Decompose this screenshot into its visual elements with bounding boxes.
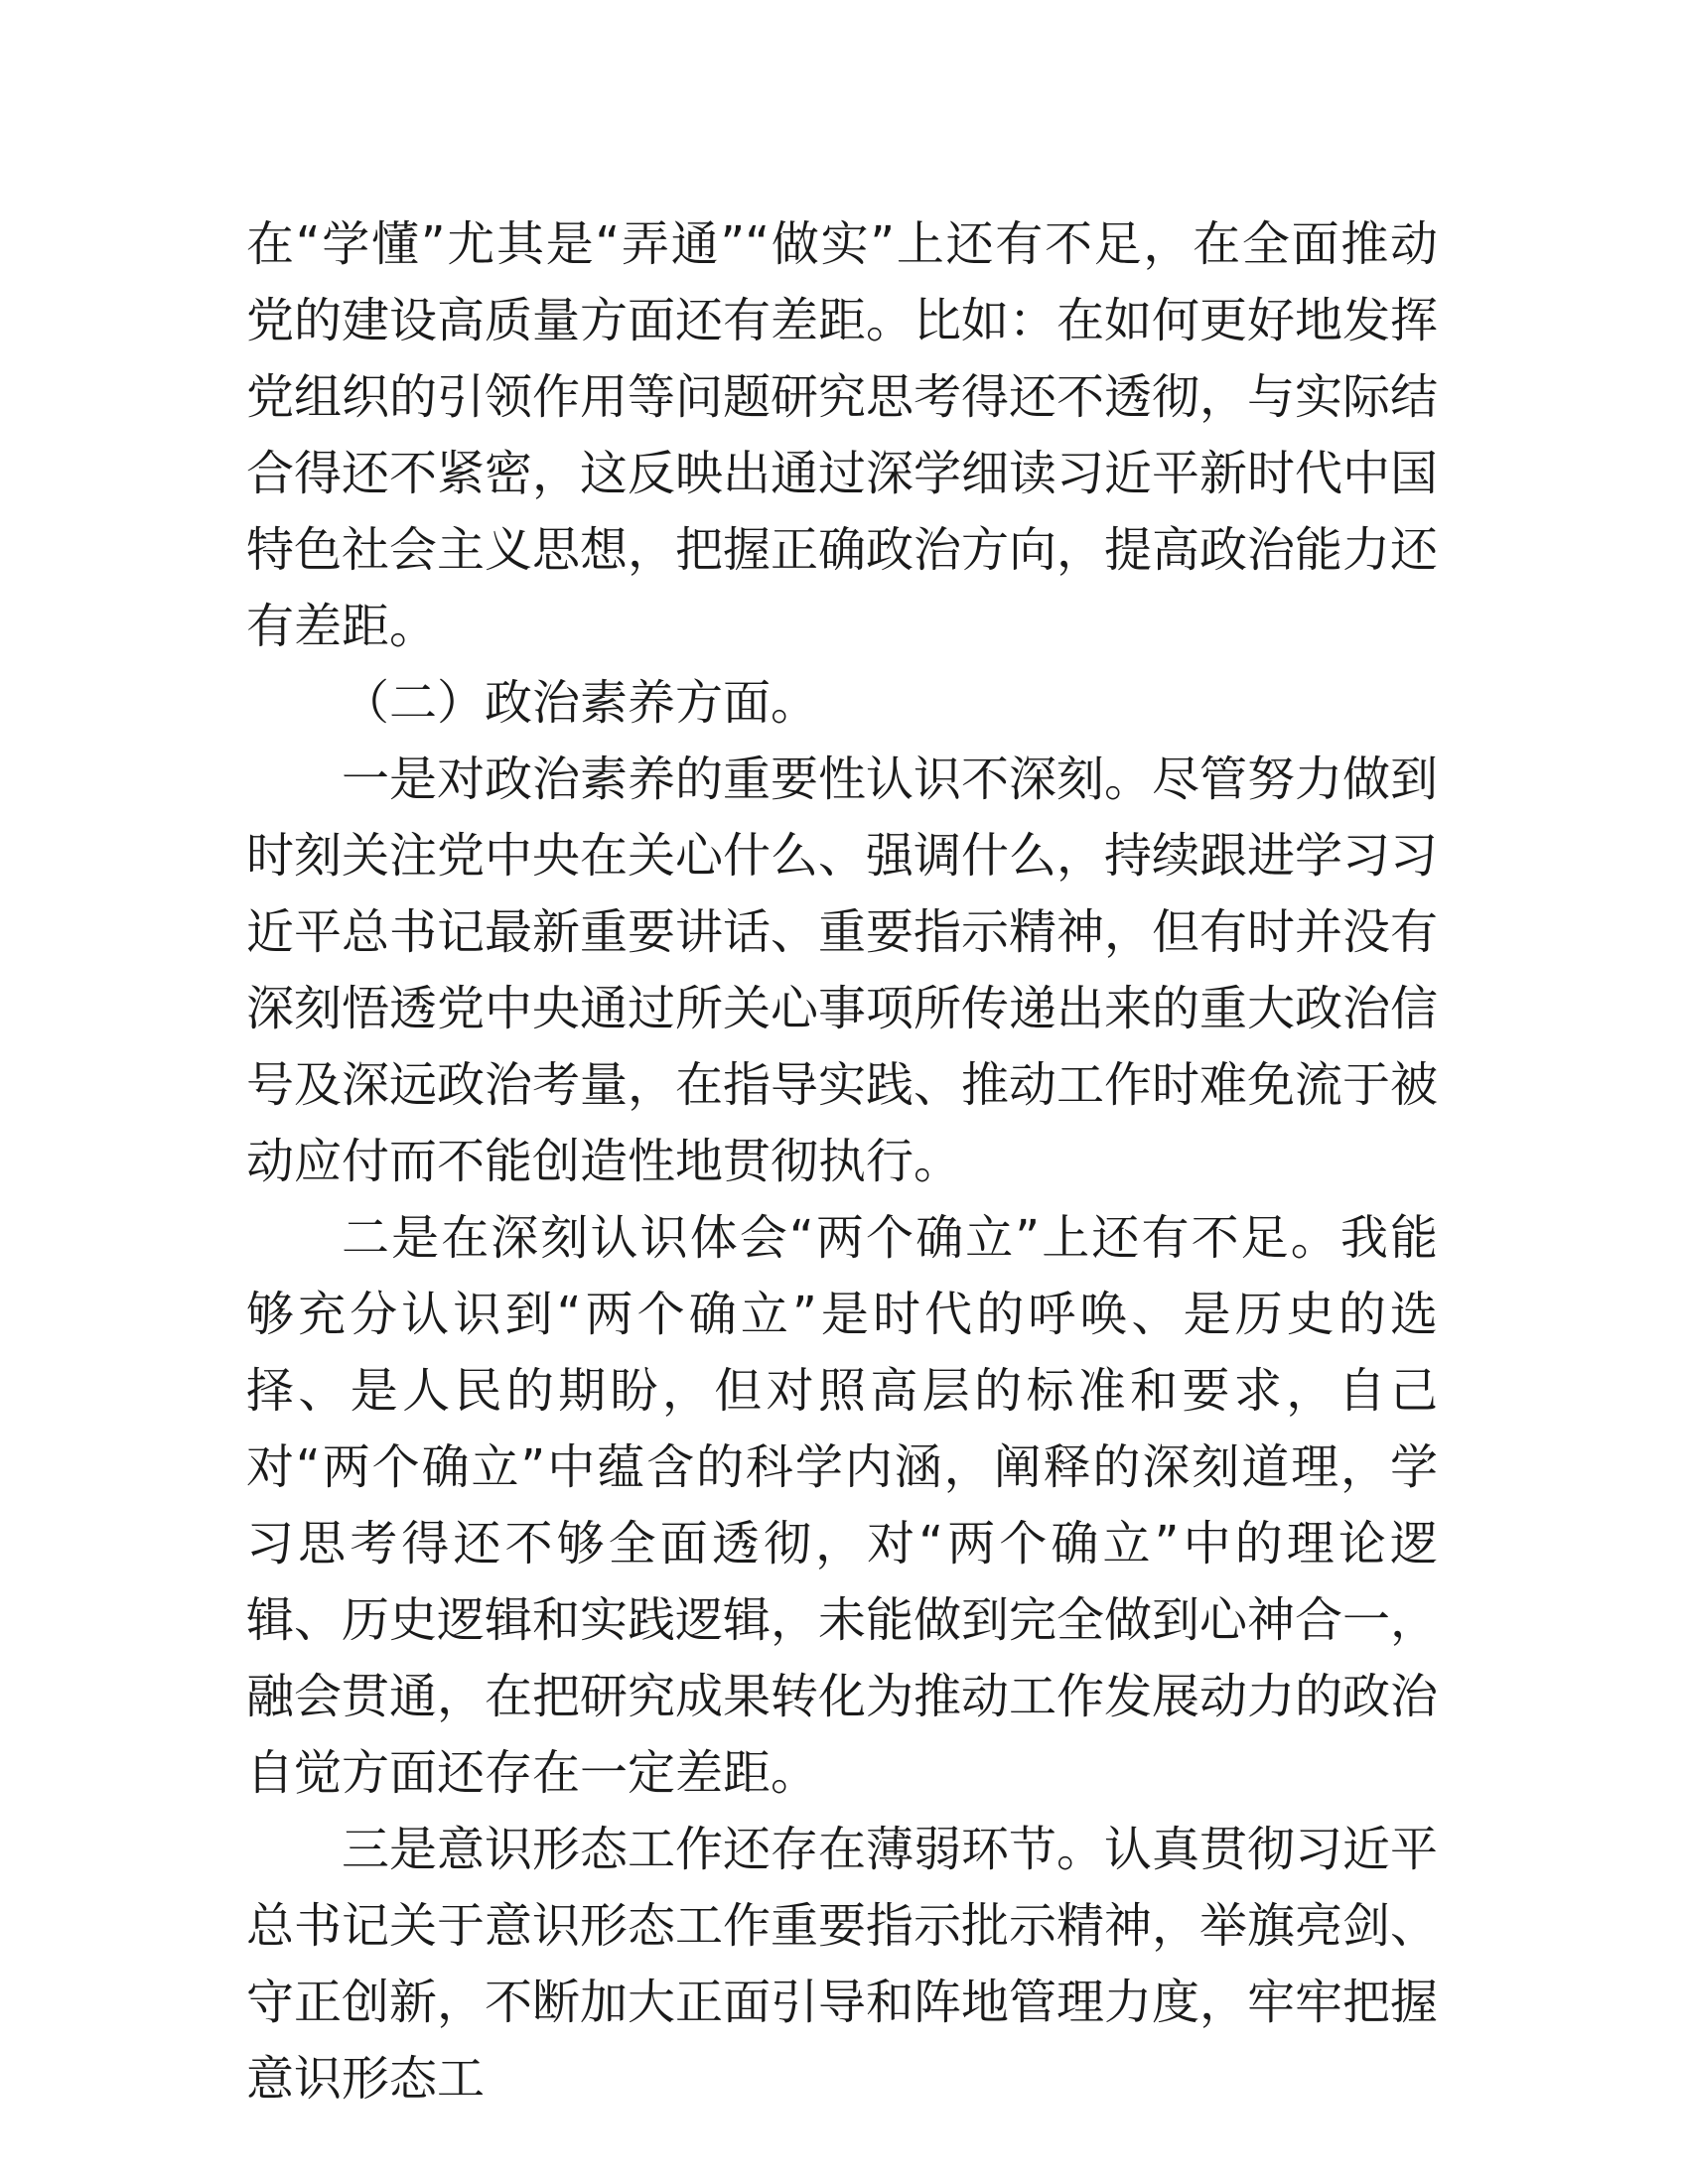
paragraph-point-three: 三是意识形态工作还存在薄弱环节。认真贯彻习近平总书记关于意识形态工作重要指示批示精神，举旗亮剑、守正创新，不断加大正面引导和阵地管理力度，牢牢把握意识形态工 — [246, 1822, 1439, 2107]
paragraph-point-two: 二是在深刻认识体会“两个确立”上还有不足。我能够充分认识到“两个确立”是时代的呼唤、是历史的选择、是人民的期盼，但对照高层的标准和要求，自己对“两个确立”中蕴含的科学内涵，阐释的深刻道理，学习思考得还不够全面透彻，对“两个确立”中的理论逻辑、历史逻辑和实践逻辑，未能做到完全做到心神合一，融会贯通，在把研究成果转化为推动工作发展动力的政治自觉方面还存在一定差距。 — [246, 1210, 1439, 1801]
paragraph-continuation: 在“学懂”尤其是“弄通”“做实”上还有不足，在全面推动党的建设高质量方面还有差距。比如：在如何更好地发挥党组织的引领作用等问题研究思考得还不透彻，与实际结合得还不紧密，这反映出通过深学细读习近平新时代中国特色社会主义思想，把握正确政治方向，提高政治能力还有差距。 — [246, 216, 1439, 654]
paragraph-point-one: 一是对政治素养的重要性认识不深刻。尽管努力做到时刻关注党中央在关心什么、强调什么，持续跟进学习习近平总书记最新重要讲话、重要指示精神，但有时并没有深刻悟透党中央通过所关心事项所传递出来的重大政治信号及深远政治考量，在指导实践、推动工作时难免流于被动应付而不能创造性地贯彻执行。 — [246, 751, 1439, 1189]
document-body — [246, 206, 1438, 2117]
section-heading-political-literacy: （二）政治素养方面。 — [342, 675, 819, 731]
